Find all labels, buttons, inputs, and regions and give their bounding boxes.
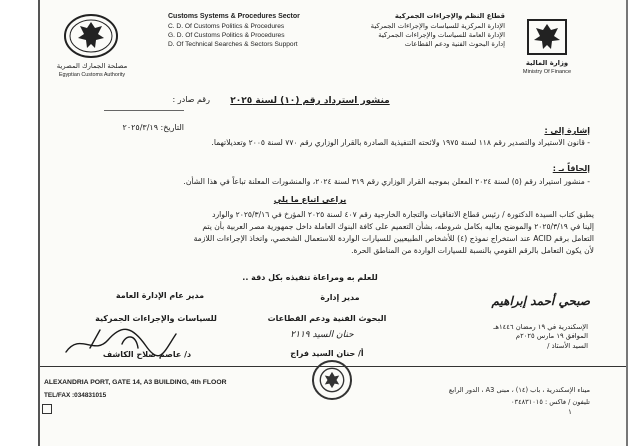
ministry-eagle-logo bbox=[524, 16, 570, 58]
footer-checkbox-mark bbox=[42, 404, 52, 414]
reference-heading: إشارة إلى : bbox=[544, 126, 590, 135]
reference-line: - قانون الاستيراد والتصدير رقم ١١٨ لسنة ١٩٧٥ ولائحته التنفيذية الصادرة بالقرار الوزاري رقم ٧٧٠ لسنة ٢٠٠٥ وتعديلاتهما. bbox=[211, 138, 590, 147]
footer-divider bbox=[40, 366, 626, 367]
outgoing-number-label: رقم صادر : bbox=[172, 95, 210, 104]
center-signatory-name: أ/ حنان السيد فراج bbox=[290, 349, 364, 358]
left-signature-scrawl bbox=[60, 322, 180, 358]
left-signatory-name: د/ عاصم صلاح الكاشف bbox=[102, 350, 192, 359]
right-addressee: السيد الأستاذ / bbox=[547, 342, 588, 350]
footer-address-arabic: ميناء الإسكندرية ، باب (١٤) ، مبنى A3 ، الدور الرابع bbox=[448, 386, 590, 394]
header-ar-line-3: الإدارة العامة للسياسات والإجراءات الجمركية bbox=[378, 31, 505, 39]
left-signatory-title: مدير عام الإدارة العامة bbox=[115, 291, 205, 300]
body-line-4: لأن يكون التعامل بالرقم القومي بالنسبة للسيارات الواردة من المناطق الحرة. bbox=[351, 246, 594, 255]
ref-divider bbox=[104, 110, 184, 111]
attach-heading: إلحاقاً بـ : bbox=[552, 164, 590, 173]
issue-date: التاريخ: ٢٠٢٥/٣/١٩ bbox=[122, 123, 184, 132]
sector-english: Customs Systems & Procedures Sector bbox=[168, 13, 300, 20]
right-logo-english: Ministry Of Finance bbox=[522, 69, 572, 75]
header-ar-line-2: الإدارة المركزية للسياسات والإجراءات الجمركية bbox=[370, 22, 505, 30]
body-line-2: إلينا في ٢٠٢٥/٣/١٩ والموضح بعاليه بكامل شروطه، بشأن التعميم على كافة البنوك العاملة داخل جمهورية مصر العربية بأن يتم bbox=[202, 222, 594, 231]
right-logo-arabic: وزارة المالية bbox=[525, 59, 569, 67]
right-handwritten-signature: صبحي أحمد إبراهيم bbox=[491, 294, 590, 308]
header-en-line-4: D. Of Technical Searches & Sectors Support bbox=[168, 41, 298, 48]
footer-telfax-english: TEL/FAX :034831015 bbox=[44, 392, 107, 399]
header-en-line-2: C. D. Of Customs Politics & Procedures bbox=[168, 23, 285, 30]
footer-address-english: ALEXANDRIA PORT, GATE 14, A3 BUILDING, 4th FLOOR bbox=[44, 379, 227, 386]
right-date-hijri: الإسكندرية في ١٩ رمضان ١٤٤٦هـ bbox=[493, 323, 588, 331]
sector-arabic: قطاع النظم والإجراءات الجمركية bbox=[394, 12, 505, 20]
page-right-edge bbox=[626, 0, 628, 446]
body-line-1: يطبق كتاب السيدة الدكتورة / رئيس قطاع الاتفاقيات والتجارة الخارجية رقم ٤٠٧ لسنة ٢٠٢٥ المؤرخ في ٢٠٢٥/٣/١٦ والوارد bbox=[212, 210, 594, 219]
center-signatory-title: مدير إدارة bbox=[320, 293, 360, 302]
page-left-edge bbox=[38, 0, 40, 446]
center-handwritten-signature: حنان السيد ٢١١٩ bbox=[290, 330, 354, 340]
customs-eagle-logo bbox=[62, 12, 120, 62]
attach-line: - منشور استيراد رقم (٥) لسنة ٢٠٢٤ المعلن بموجبه القرار الوزاري رقم ٣١٩ لسنة ٢٠٢٤، والمنشورات المعلنة تباعاً في هذا الشأن. bbox=[183, 177, 590, 186]
center-signatory-dept: البحوث الفنية ودعم القطاعات bbox=[267, 314, 387, 323]
closing-line: للعلم به ومراعاة تنفيذه بكل دقة .. bbox=[242, 273, 378, 282]
header-en-line-3: G. D. Of Customs Politics & Procedures bbox=[168, 32, 285, 39]
footer-telfax-arabic: تليفون / فاكس : ٠٣٤٨٣١٠١٥ bbox=[510, 398, 590, 406]
body-line-3: التعامل برقم ACID عند استخراج نموذج (٤) للأشخاص الطبيعيين للسيارات الواردة للاستعمال الشخصي، واتخاذ الإجراءات اللازمة bbox=[193, 234, 594, 243]
left-logo-english: Egyptian Customs Authority bbox=[58, 72, 126, 78]
left-signatory-dept: للسياسات والإجراءات الجمركية bbox=[95, 314, 217, 323]
page-number: ١ bbox=[568, 408, 572, 416]
left-logo-arabic: مصلحة الجمارك المصرية bbox=[56, 62, 128, 70]
header-ar-line-4: إدارة البحوث الفنية ودعم القطاعات bbox=[404, 40, 505, 48]
right-date-gregorian: الموافق ١٩ مارس ٢٠٢٥م bbox=[515, 332, 588, 340]
follow-heading: يراعى اتباع ما يلي bbox=[273, 195, 347, 204]
document-title: منشور استرداد رقم (١٠) لسنة ٢٠٢٥ bbox=[230, 96, 390, 106]
